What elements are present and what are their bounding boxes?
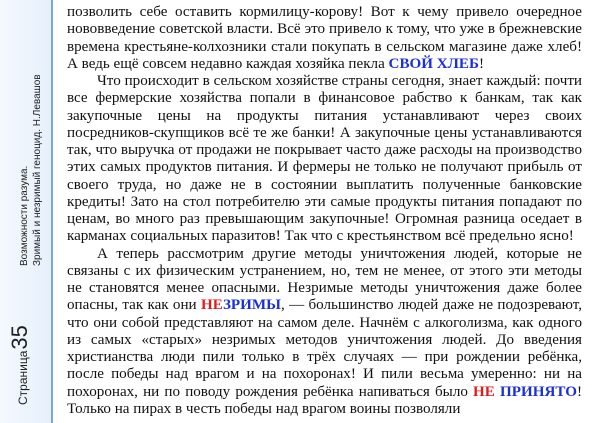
paragraph-2: Что происходит в сельском хозяйстве страны сегодня, знает каждый: почти все фермерские хозяйства попали в финансовое рабство к банкам, так как закупочные цены на продукты питания устанавливают через своих посредников-скупщиков всё те же банки! А закупочные цены устанавливаются так, что выручка от продажи не покрывает часто даже расходы на производство этих самых продуктов питания. И фермеры не только не получают прибыль от своего труда, но даже не в состоянии выплатить полученные банковские кредиты! Зато на стол потребителю эти самые продукты питания попадают по ценам, во много раз превышающим закупочные! Огромная разница оседает в карманах социальных паразитов! Так что с крестьянством всё предельно ясно! [67,73,582,245]
page-number: 35 [7,325,32,350]
page-body [67,4,582,418]
highlight-own-bread: СВОЙ ХЛЕБ [388,55,479,72]
book-subtitle-bottom: Зримый и незримый геноцид. Н.Левашов [32,74,43,266]
highlight-ne: НЕ [200,297,223,314]
book-subtitle-top: Возможности разума. [19,165,30,266]
paragraph-3-middle: , — большинство людей даже не подозревают, что они собой представляют на самом деле. Начнём с алкоголизма, как одного из самых «старых» незримых методов уничтожения людей. До введения христианства люди пили только в трёх случаях — при рождении ребёнка, после победы над врагом и на похоронах! И пили весьма умеренно: ни на похоронах, ни по поводу рождения ребёнка напиваться было [67,297,582,400]
highlight-prinyato: ПРИНЯТО [500,383,577,400]
paragraph-3 [67,246,582,419]
highlight-zrimy: ЗРИМЫ [222,297,281,314]
paragraph-1-text: позволить себе оставить кормилицу-корову! Вот к чему привело очередное нововведение советской власти. Всё это привело к тому, что уже в брежневские времена крестьяне-колхозники стали покупать в сельском магазине даже хлеб! А ведь ещё совсем недавно каждая хозяйка пекла [67,4,582,72]
paragraph-1 [67,4,582,73]
highlight-ne-2: НЕ [473,383,495,400]
paragraph-3-text: А теперь рассмотрим другие методы уничтожения людей, которые не связаны с их физическим устранением, но, тем не менее, от этого эти методы не становятся менее опасными. Незримые методы уничтожения даже более опасны, так как они [67,245,582,314]
paragraph-3-end: ! Только на пирах в честь победы над врагом воины позволяли [67,383,582,417]
sidebar-divider [51,0,53,423]
page-label: Страница [16,350,30,405]
page-number-block [7,325,33,405]
paragraph-1-end: ! [478,55,484,72]
